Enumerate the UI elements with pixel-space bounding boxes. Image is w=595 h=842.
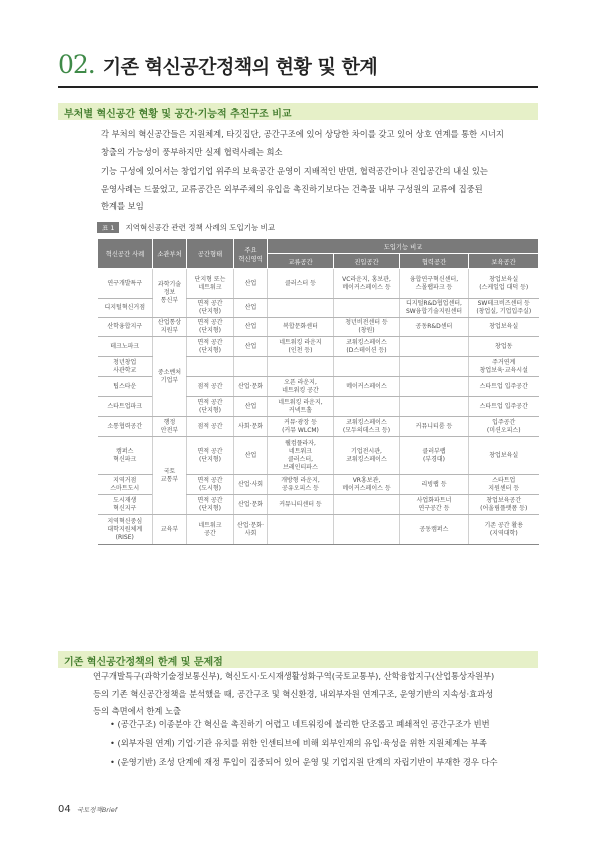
cell-innovation-area: 산업 [234,337,268,357]
section-header-2 [58,651,538,668]
cell-case-name: 캠퍼스 혁신파크 [98,437,153,475]
table-badge: 표 1 [97,222,119,233]
page-heading [58,50,377,79]
paragraph-2-line: 한계를 보임 [101,201,144,211]
cell-space-type: 단지형 또는 네트워크 [187,269,234,299]
table-row [98,337,539,357]
cell-coop: 디지털R&D협업센터, SW융합기술지원센터 [400,299,469,318]
cell-entry [334,299,400,318]
cell-innovation-area: 산업·문화 [234,495,268,515]
cell-case-name: 연구개발특구 [98,269,153,299]
cell-innovation-area [234,357,268,377]
header-area: 주요 혁신영역 [234,239,268,269]
cell-incub: 창업보육공간 (어울림플랫폼 등) [469,495,539,515]
page-footer [58,804,117,815]
policy-comparison-table [97,238,539,545]
cell-case-name: 테크노파크 [98,337,153,357]
cell-case-name: 팁스타운 [98,377,153,397]
paragraph-2 [101,163,538,216]
header-ministry: 소관부처 [153,239,187,269]
cell-incub: SW테크비즈센터 등 (창업실, 기업입주실) [469,299,539,318]
header-function-group: 도입기능 비교 [268,239,539,254]
list-item: • (공간구조) 이종분야 간 혁신을 촉진하기 어렵고 네트워킹에 불리한 단조롭고 폐쇄적인 공간구조가 빈번 [110,719,490,729]
cell-incub: 기존 공간 활용 (지역대학) [469,515,539,545]
title-divider [58,86,538,88]
cell-coop: 커뮤니티룸 등 [400,417,469,437]
cell-coop: 공동R&D센터 [400,318,469,337]
cell-incub: 스타트업 입주공간 [469,377,539,397]
cell-innovation-area: 산업·문화 [234,377,268,397]
cell-coop [400,337,469,357]
cell-incub: 입주공간 (미션오피스) [469,417,539,437]
cell-exchange: 커뮤니티센터 등 [268,495,334,515]
cell-innovation-area: 산업 [234,397,268,417]
cell-entry [334,515,400,545]
cell-space-type: 면적 공간 (단지형) [187,495,234,515]
cell-space-type: 점적 공간 [187,417,234,437]
cell-entry: 기업전시관, 코워킹스페이스 [334,437,400,475]
cell-innovation-area: 산업 [234,437,268,475]
cell-entry: 코워킹스페이스 (모두의데스크 등) [334,417,400,437]
table-row [98,515,539,545]
table-row [98,417,539,437]
cell-entry [334,397,400,417]
paragraph-3-line: 등의 기존 혁신공간정책을 분석했을 때, 공간구조 및 혁신환경, 내외부자원 연계구조, 운영기반의 지속성·효과성 [93,688,494,699]
publication-name: 국토정책Brief [76,806,118,814]
cell-exchange [268,515,334,545]
cell-innovation-area: 산업 [234,299,268,318]
paragraph-1-line: 창출의 가능성이 풍부하지만 실제 협력사례는 희소 [101,146,283,157]
cell-incub: 창업보육실 [469,437,539,475]
cell-space-type: 네트워크 공간 [187,515,234,545]
cell-space-type: 면적 공간 (단지형) [187,299,234,318]
table-row [98,437,539,475]
cell-exchange: 복합문화센터 [268,318,334,337]
cell-coop: 융합연구혁신센터, 스몰랩파크 등 [400,269,469,299]
cell-coop: 사업화파트너 연구공간 등 [400,495,469,515]
cell-space-type [187,357,234,377]
cell-exchange: 커뮤·광장 등 (커뮤 WLCM) [268,417,334,437]
page-number: 04 [58,804,71,815]
cell-exchange: 개방형 라운지, 공유오피스 등 [268,475,334,495]
cell-ministry: 국토 교통부 [153,437,187,515]
cell-exchange: 네트워킹 라운지, 커넥트홀 [268,397,334,417]
paragraph-1 [101,126,538,161]
cell-coop [400,377,469,397]
cell-entry: VR홍보관, 메이커스페이스 등 [334,475,400,495]
header-incub: 보육공간 [469,254,539,269]
paragraph-3 [93,668,538,721]
cell-case-name: 디지털혁신거점 [98,299,153,318]
cell-innovation-area: 산업·문화· 사회 [234,515,268,545]
cell-space-type: 면적 공간 (단지형) [187,318,234,337]
table-body [98,269,539,545]
cell-innovation-area: 산업 [234,269,268,299]
section-header-1 [58,103,538,120]
cell-innovation-area: 산업·사회 [234,475,268,495]
header-exchange: 교류공간 [268,254,334,269]
header-entry: 진입공간 [334,254,400,269]
cell-space-type: 점적 공간 [187,377,234,397]
cell-case-name: 도시재생 혁신지구 [98,495,153,515]
cell-case-name: 지역거점 스마트도시 [98,475,153,495]
cell-incub: 주거연계 창업보육·교육시설 [469,357,539,377]
cell-case-name: 지역혁신중심 대학지원체계 (RISE) [98,515,153,545]
cell-entry: VC라운지, 홍보관, 메이커스페이스 등 [334,269,400,299]
cell-ministry: 과학기술 정보 통신부 [153,269,187,318]
cell-space-type: 면적 공간 (단지형) [187,337,234,357]
cell-coop: 공동캠퍼스 [400,515,469,545]
table-caption [97,222,275,233]
cell-coop [400,397,469,417]
section-label-1: 부처별 혁신공간 현황 및 공간·기능적 추진구조 비교 [64,109,292,120]
list-item: • (운영기반) 조성 단계에 재정 투입이 집중되어 있어 운영 및 기업지원 단계의 자립기반이 부재한 경우 다수 [110,757,498,767]
cell-entry [334,357,400,377]
cell-coop: 클러부랩 (부경대) [400,437,469,475]
cell-ministry: 산업통상 지원부 [153,318,187,337]
cell-coop [400,357,469,377]
limitations-list [110,715,540,772]
cell-exchange: 클러스터 등 [268,269,334,299]
cell-innovation-area: 산업 [234,318,268,337]
cell-ministry: 중소벤처 기업부 [153,337,187,417]
cell-case-name: 스타트업파크 [98,397,153,417]
cell-exchange: 네트워킹 라운지 (인천 등) [268,337,334,357]
section-number: 02. [58,50,95,79]
cell-space-type: 면적 공간 (단지형) [187,437,234,475]
header-type: 공간형태 [187,239,234,269]
cell-innovation-area: 사회·문화 [234,417,268,437]
cell-entry: 청년비전센터 등 (창원) [334,318,400,337]
cell-incub: 스타트업 지원센터 등 [469,475,539,495]
table-row [98,269,539,299]
cell-exchange: 웰컴플라자, 네트워크 클러스터, 브레인티파스 [268,437,334,475]
paragraph-1-line: 각 부처의 혁신공간들은 지원체계, 타깃집단, 공간구조에 있어 상당한 차이를 갖고 있어 상호 연계를 통한 시너지 [101,129,504,139]
paragraph-3-line: 연구개발특구(과학기술정보통신부), 혁신도시·도시재생활성화구역(국토교통부), 산학융합지구(산업통상자원부) [93,671,495,681]
paragraph-2-line: 운영사례는 드물었고, 교류공간은 외부주체의 유입을 촉진하기보다는 건축물 내부 구성원의 교류에 집중된 [101,183,483,194]
cell-entry: 메이커스페이스 [334,377,400,397]
section-label-2: 기존 혁신공간정책의 한계 및 문제점 [64,657,223,668]
cell-case-name: 산학융합지구 [98,318,153,337]
page-title: 기존 혁신공간정책의 현황 및 한계 [102,56,378,78]
cell-case-name: 청년창업 사관학교 [98,357,153,377]
table-row [98,318,539,337]
header-case: 혁신공간 사례 [98,239,153,269]
cell-entry: 코워킹스페이스 (D스테이션 등) [334,337,400,357]
table-caption-text: 지역혁신공간 관련 정책 사례의 도입기능 비교 [125,223,276,232]
cell-exchange [268,357,334,377]
cell-space-type: 면적 공간 (단지형) [187,397,234,417]
list-item: • (외부자원 연계) 기업·기관 유치를 위한 인센티브에 비해 외부인재의 유입·육성을 위한 지원체계는 부족 [110,738,487,748]
cell-incub: 창업동 [469,337,539,357]
cell-exchange: 오픈 라운지, 네트워킹 공간 [268,377,334,397]
cell-incub: 창업보육실 [469,318,539,337]
cell-incub: 스타트업 입주공간 [469,397,539,417]
paragraph-2-line: 기능 구성에 있어서는 창업기업 위주의 보육공간 운영이 지배적인 반면, 협력공간이나 진입공간의 내실 있는 [101,166,488,176]
cell-case-name: 소통협력공간 [98,417,153,437]
cell-exchange [268,299,334,318]
header-coop: 협력공간 [400,254,469,269]
cell-ministry: 행정 안전부 [153,417,187,437]
cell-coop: 리빙랩 등 [400,475,469,495]
cell-incub: 창업보육실 (스케일업 대덕 등) [469,269,539,299]
cell-space-type: 면적 공간 (도시형) [187,475,234,495]
cell-entry [334,495,400,515]
paragraph-3-line: 등의 측면에서 한계 노출 [93,706,182,716]
cell-ministry: 교육부 [153,515,187,545]
